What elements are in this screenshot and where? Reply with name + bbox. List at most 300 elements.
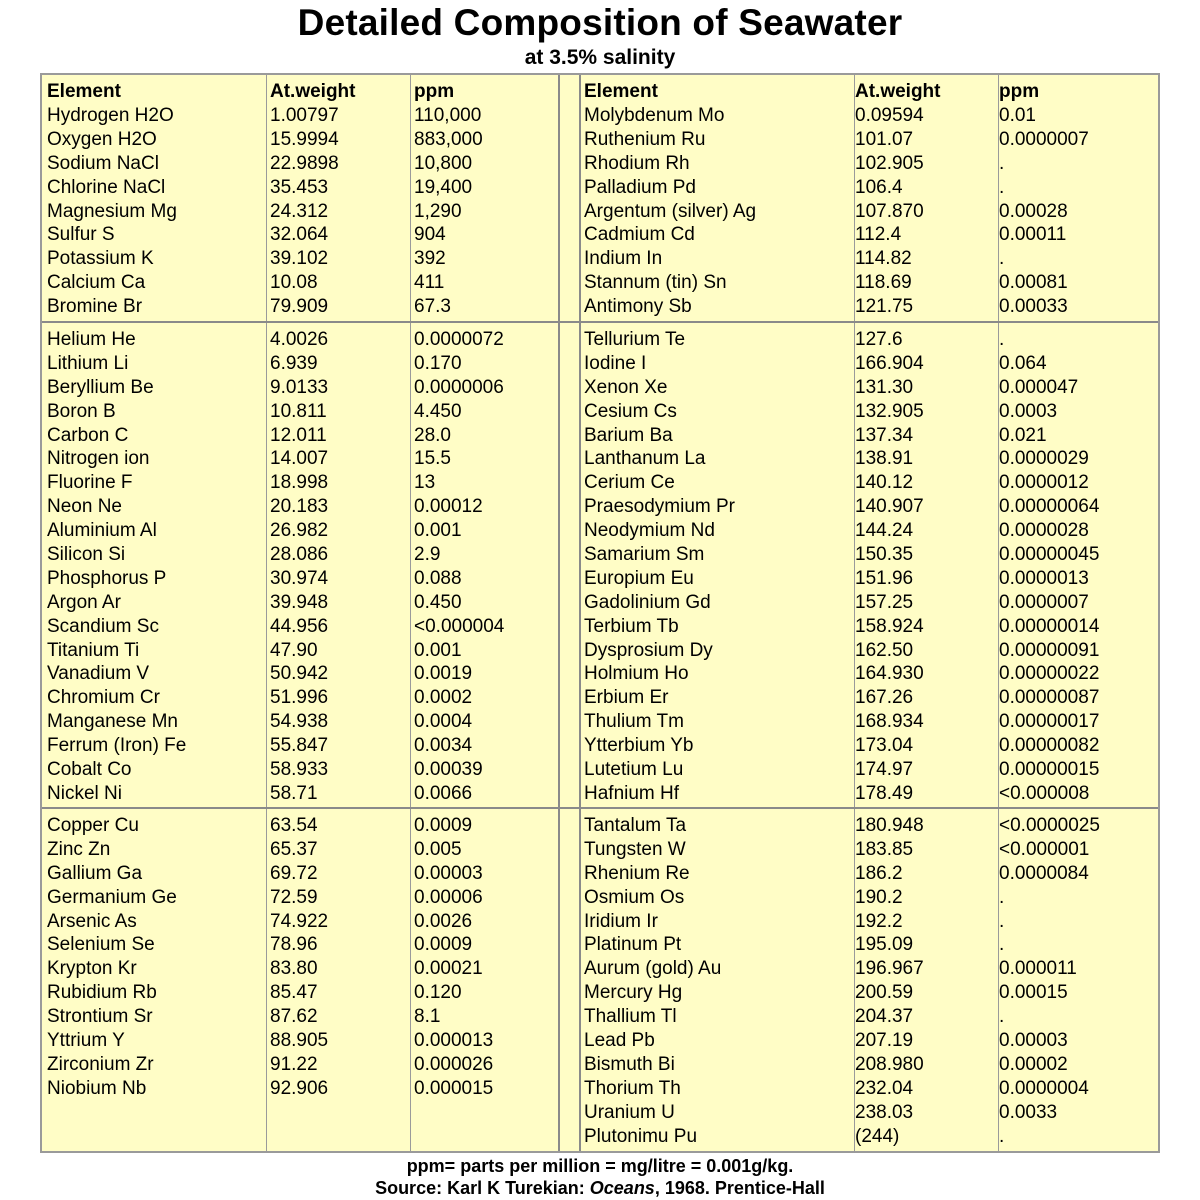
ppm-value: 0.00003	[414, 862, 483, 884]
atomic-weight: 10.811	[270, 400, 327, 422]
ppm-value: 411	[414, 272, 445, 294]
ppm-value: 0.0000007	[999, 128, 1089, 150]
atomic-weight: 162.50	[855, 639, 914, 661]
element-name: Bismuth Bi	[584, 1053, 675, 1075]
atomic-weight: 78.96	[270, 934, 318, 956]
atomic-weight: 92.906	[270, 1077, 329, 1099]
composition-table	[40, 73, 1160, 1153]
ppm-value: 904	[414, 224, 446, 246]
atomic-weight: 54.938	[270, 711, 329, 733]
element-name: Uranium U	[584, 1101, 675, 1123]
table-row	[42, 352, 579, 376]
atomic-weight: 174.97	[855, 759, 914, 781]
ppm-value: 0.0002	[414, 687, 473, 709]
ppm-value: 0.000013	[414, 1030, 494, 1052]
element-name: Lanthanum La	[584, 448, 706, 470]
atomic-weight: 9.0133	[270, 376, 329, 398]
header-element: Element	[47, 81, 121, 102]
element-name: Thorium Th	[584, 1077, 681, 1099]
table-row	[579, 862, 1160, 886]
ppm-value: 0.0000028	[999, 520, 1089, 542]
table-row	[42, 910, 579, 934]
table-row	[42, 271, 579, 295]
table-row	[579, 1029, 1160, 1053]
table-row	[579, 933, 1160, 957]
ppm-value: 0.0009	[414, 934, 473, 956]
atomic-weight: 157.25	[855, 591, 914, 613]
ppm-value: 2.9	[414, 544, 441, 566]
ppm-value: 0.0000084	[999, 862, 1089, 884]
table-row	[579, 200, 1160, 224]
atomic-weight: 22.9898	[270, 152, 339, 174]
table-row	[579, 639, 1160, 663]
element-name: Cerium Ce	[584, 472, 675, 494]
table-row	[42, 981, 579, 1005]
element-name: Erbium Er	[584, 687, 669, 709]
ppm-value: 0.021	[999, 424, 1047, 446]
group-divider	[42, 321, 1158, 323]
element-name: Holmium Ho	[584, 663, 689, 685]
element-name: Neon Ne	[47, 496, 122, 518]
table-row	[579, 838, 1160, 862]
table-row	[579, 981, 1160, 1005]
element-name: Ytterbium Yb	[584, 735, 694, 757]
element-name: Rhenium Re	[584, 862, 690, 884]
atomic-weight: 12.011	[270, 424, 327, 446]
atomic-weight: 55.847	[270, 735, 329, 757]
atomic-weight: 138.91	[855, 448, 914, 470]
table-row	[42, 686, 579, 710]
element-name: Fluorine F	[47, 472, 133, 494]
ppm-value: .	[999, 934, 1005, 956]
source-suffix: , 1968. Prentice-Hall	[654, 1178, 825, 1198]
ppm-value: 0.0000012	[999, 472, 1089, 494]
element-name: Tellurium Te	[584, 329, 686, 350]
table-row	[579, 247, 1160, 271]
table-row	[579, 957, 1160, 981]
ppm-value: 0.0004	[414, 711, 473, 733]
table-row	[579, 1077, 1160, 1101]
atomic-weight: 118.69	[855, 272, 912, 294]
element-name: Gadolinium Gd	[584, 591, 711, 613]
atomic-weight: 140.907	[855, 496, 924, 518]
atomic-weight: 26.982	[270, 520, 329, 542]
header-atweight: At.weight	[855, 81, 941, 102]
element-name: Stannum (tin) Sn	[584, 272, 727, 294]
element-group	[579, 328, 1160, 806]
table-row	[579, 447, 1160, 471]
atomic-weight: 91.22	[270, 1053, 318, 1075]
atomic-weight: 232.04	[855, 1077, 914, 1099]
ppm-value: 0.088	[414, 567, 462, 589]
atomic-weight: 127.6	[855, 329, 903, 350]
element-name: Hafnium Hf	[584, 782, 680, 804]
page-subtitle: at 3.5% salinity	[524, 46, 676, 69]
atomic-weight: 195.09	[855, 934, 914, 956]
atomic-weight: 4.0026	[270, 329, 329, 350]
ppm-value: 67.3	[414, 296, 451, 318]
element-name: Platinum Pt	[584, 934, 682, 956]
element-name: Cobalt Co	[47, 759, 132, 781]
atomic-weight: 15.9994	[270, 128, 339, 150]
atomic-weight: 107.870	[855, 200, 924, 222]
ppm-value: 0.0034	[414, 735, 473, 757]
atomic-weight: 35.453	[270, 176, 329, 198]
table-row	[579, 519, 1160, 543]
header-element: Element	[584, 81, 658, 102]
element-group	[579, 104, 1160, 319]
table-row	[42, 758, 579, 782]
table-row	[42, 710, 579, 734]
table-row	[42, 400, 579, 424]
element-name: Lutetium Lu	[584, 759, 684, 781]
element-name: Chromium Cr	[47, 687, 160, 709]
element-name: Argentum (silver) Ag	[584, 200, 757, 222]
element-name: Carbon C	[47, 424, 129, 446]
table-row	[579, 152, 1160, 176]
atomic-weight: 121.75	[855, 296, 914, 318]
table-row	[579, 758, 1160, 782]
element-name: Silicon Si	[47, 544, 126, 566]
table-row	[42, 543, 579, 567]
ppm-value: 4.450	[414, 400, 462, 422]
table-row	[42, 104, 579, 128]
atomic-weight: 208.980	[855, 1053, 924, 1075]
table-row	[42, 615, 579, 639]
ppm-value: <0.0000025	[999, 815, 1100, 836]
ppm-value: <0.000008	[999, 782, 1090, 804]
header-atweight: At.weight	[270, 81, 356, 102]
ppm-value: 0.000011	[999, 958, 1077, 980]
table-row	[42, 838, 579, 862]
element-name: Molybdenum Mo	[584, 105, 725, 126]
atomic-weight: 51.996	[270, 687, 329, 709]
ppm-value: 0.01	[999, 105, 1036, 126]
table-row	[579, 567, 1160, 591]
element-name: Strontium Sr	[47, 1006, 153, 1028]
ppm-value: .	[999, 248, 1005, 270]
element-name: Yttrium Y	[47, 1030, 125, 1052]
atomic-weight: 204.37	[855, 1006, 914, 1028]
ppm-value: 0.00081	[999, 272, 1068, 294]
element-name: Zinc Zn	[47, 838, 111, 860]
element-name: Terbium Tb	[584, 615, 679, 637]
ppm-value: 0.00000022	[999, 663, 1100, 685]
element-name: Neodymium Nd	[584, 520, 715, 542]
ppm-value: 0.000026	[414, 1053, 494, 1075]
atomic-weight: 58.933	[270, 759, 329, 781]
atomic-weight: 72.59	[270, 886, 318, 908]
atomic-weight: 131.30	[855, 376, 914, 398]
atomic-weight: 140.12	[855, 472, 914, 494]
element-name: Thulium Tm	[584, 711, 684, 733]
atomic-weight: 83.80	[270, 958, 318, 980]
page-title: Detailed Composition of Seawater	[297, 2, 903, 43]
table-row	[42, 328, 579, 352]
element-name: Vanadium V	[47, 663, 150, 685]
element-name: Tungsten W	[584, 838, 686, 860]
ppm-value: 0.00015	[999, 982, 1068, 1004]
ppm-value: 1,290	[414, 200, 462, 222]
table-row	[579, 591, 1160, 615]
table-row	[579, 1005, 1160, 1029]
ppm-value: .	[999, 329, 1005, 350]
element-name: Titanium Ti	[47, 639, 140, 661]
atomic-weight: 6.939	[270, 352, 318, 374]
table-row	[579, 400, 1160, 424]
table-row	[579, 814, 1160, 838]
table-row	[42, 933, 579, 957]
ppm-value: 0.0000004	[999, 1077, 1089, 1099]
atomic-weight: 200.59	[855, 982, 914, 1004]
table-row	[579, 782, 1160, 806]
ppm-value: 392	[414, 248, 446, 270]
atomic-weight: 88.905	[270, 1030, 329, 1052]
element-name: Barium Ba	[584, 424, 673, 446]
atomic-weight: 168.934	[855, 711, 924, 733]
table-row	[579, 662, 1160, 686]
ppm-value: 0.0000006	[414, 376, 504, 398]
table-row	[42, 295, 579, 319]
ppm-value: 0.00000015	[999, 759, 1100, 781]
ppm-value: .	[999, 886, 1005, 908]
ppm-value: 8.1	[414, 1006, 441, 1028]
table-row	[579, 295, 1160, 319]
ppm-value: 0.00011	[999, 224, 1067, 246]
ppm-value: .	[999, 1125, 1005, 1147]
ppm-value: 0.000047	[999, 376, 1079, 398]
atomic-weight: 14.007	[270, 448, 329, 470]
element-name: Nickel Ni	[47, 782, 122, 804]
element-name: Arsenic As	[47, 910, 137, 932]
ppm-value: 0.064	[999, 352, 1047, 374]
ppm-value: <0.000004	[414, 615, 505, 637]
ppm-value: 0.00033	[999, 296, 1068, 318]
table-row	[42, 200, 579, 224]
ppm-value: .	[999, 910, 1005, 932]
table-row	[42, 247, 579, 271]
atomic-weight: 30.974	[270, 567, 329, 589]
element-name: Lithium Li	[47, 352, 129, 374]
element-name: Praesodymium Pr	[584, 496, 735, 518]
ppm-value: 0.00006	[414, 886, 483, 908]
element-name: Cadmium Cd	[584, 224, 695, 246]
atomic-weight: 106.4	[855, 176, 903, 198]
ppm-value: 19,400	[414, 176, 473, 198]
table-row	[579, 176, 1160, 200]
element-name: Manganese Mn	[47, 711, 178, 733]
element-name: Boron B	[47, 400, 116, 422]
atomic-weight: 238.03	[855, 1101, 914, 1123]
table-row	[579, 128, 1160, 152]
ppm-value: 0.00000064	[999, 496, 1100, 518]
ppm-value: 0.0000013	[999, 567, 1089, 589]
ppm-value: 0.00000017	[999, 711, 1100, 733]
atomic-weight: 178.49	[855, 782, 914, 804]
element-name: Antimony Sb	[584, 296, 692, 318]
element-name: Potassium K	[47, 248, 154, 270]
table-row	[579, 1053, 1160, 1077]
atomic-weight: 102.905	[855, 152, 924, 174]
ppm-value: 10,800	[414, 152, 473, 174]
table-row	[42, 1077, 579, 1101]
ppm-value: 0.0000072	[414, 329, 504, 350]
ppm-value: 0.00000087	[999, 687, 1100, 709]
element-name: Indium In	[584, 248, 663, 270]
table-row	[579, 1101, 1160, 1125]
atomic-weight: 166.904	[855, 352, 924, 374]
header-ppm: ppm	[999, 81, 1040, 102]
element-name: Iodine I	[584, 352, 647, 374]
ppm-value: 0.001	[414, 639, 462, 661]
table-row	[579, 615, 1160, 639]
element-name: Aurum (gold) Au	[584, 958, 722, 980]
atomic-weight: 87.62	[270, 1006, 318, 1028]
ppm-definition: ppm= parts per million = mg/litre = 0.001g/kg.	[406, 1156, 794, 1176]
element-name: Aluminium Al	[47, 520, 157, 542]
element-name: Europium Eu	[584, 567, 694, 589]
element-name: Xenon Xe	[584, 376, 668, 398]
table-row	[42, 447, 579, 471]
ppm-value: 0.000015	[414, 1077, 494, 1099]
source-title: Oceans	[589, 1178, 655, 1198]
table-row	[42, 782, 579, 806]
ppm-value: 0.00012	[414, 496, 483, 518]
element-group	[42, 814, 579, 1101]
table-row	[579, 710, 1160, 734]
atomic-weight: 58.71	[270, 782, 318, 804]
table-row	[42, 376, 579, 400]
table-row	[42, 223, 579, 247]
element-name: Argon Ar	[47, 591, 121, 613]
atomic-weight: 114.82	[855, 248, 912, 270]
element-group	[579, 814, 1160, 1148]
atomic-weight: 192.2	[855, 910, 903, 932]
source-citation	[0, 1177, 1200, 1199]
ppm-value: 15.5	[414, 448, 451, 470]
atomic-weight: 144.24	[855, 520, 914, 542]
element-name: Magnesium Mg	[47, 200, 177, 222]
element-name: Osmium Os	[584, 886, 685, 908]
ppm-value: .	[999, 176, 1005, 198]
atomic-weight: 24.312	[270, 200, 329, 222]
element-name: Hydrogen H2O	[47, 105, 174, 126]
ppm-value: 0.00000091	[999, 639, 1100, 661]
atomic-weight: 164.930	[855, 663, 924, 685]
element-name: Ferrum (Iron) Fe	[47, 735, 187, 757]
table-row	[42, 862, 579, 886]
table-row	[42, 639, 579, 663]
table-row	[579, 686, 1160, 710]
table-row	[42, 734, 579, 758]
atomic-weight: 132.905	[855, 400, 924, 422]
table-row	[579, 352, 1160, 376]
ppm-value: 0.0019	[414, 663, 473, 685]
ppm-value: 0.0026	[414, 910, 473, 932]
table-row	[42, 424, 579, 448]
table-row	[579, 543, 1160, 567]
element-name: Cesium Cs	[584, 400, 677, 422]
element-group	[42, 104, 579, 319]
atomic-weight: 63.54	[270, 815, 318, 836]
atomic-weight: 158.924	[855, 615, 924, 637]
atomic-weight: 207.19	[855, 1030, 914, 1052]
atomic-weight: 74.922	[270, 910, 329, 932]
element-name: Samarium Sm	[584, 544, 705, 566]
ppm-value: 0.005	[414, 838, 462, 860]
table-row	[42, 152, 579, 176]
ppm-value: 110,000	[414, 105, 482, 126]
table-row	[42, 1029, 579, 1053]
atomic-weight: 186.2	[855, 862, 903, 884]
ppm-value: 0.00021	[414, 958, 483, 980]
ppm-value: 0.00000045	[999, 544, 1100, 566]
atomic-weight: 180.948	[855, 815, 924, 836]
table-row	[42, 567, 579, 591]
table-row	[579, 886, 1160, 910]
element-name: Scandium Sc	[47, 615, 159, 637]
atomic-weight: 79.909	[270, 296, 329, 318]
element-name: Calcium Ca	[47, 272, 146, 294]
atomic-weight: 28.086	[270, 544, 329, 566]
element-name: Niobium Nb	[47, 1077, 147, 1099]
ppm-value: 0.0066	[414, 782, 473, 804]
ppm-value: 0.0009	[414, 815, 473, 836]
table-row	[579, 910, 1160, 934]
table-row	[579, 734, 1160, 758]
element-name: Plutonimu Pu	[584, 1125, 698, 1147]
ppm-value: 13	[414, 472, 436, 494]
atomic-weight: 50.942	[270, 663, 329, 685]
atomic-weight: 167.26	[855, 687, 914, 709]
ppm-value: 0.001	[414, 520, 462, 542]
atomic-weight: 39.102	[270, 248, 329, 270]
table-row	[42, 886, 579, 910]
ppm-value: 0.00002	[999, 1053, 1068, 1075]
atomic-weight: 18.998	[270, 472, 329, 494]
table-row	[579, 424, 1160, 448]
element-group	[42, 328, 579, 806]
ppm-value: 0.00003	[999, 1030, 1068, 1052]
atomic-weight: 69.72	[270, 862, 318, 884]
element-name: Selenium Se	[47, 934, 155, 956]
header-ppm: ppm	[414, 81, 455, 102]
ppm-value: 0.120	[414, 982, 462, 1004]
table-row	[579, 495, 1160, 519]
atomic-weight: 137.34	[855, 424, 914, 446]
element-name: Phosphorus P	[47, 567, 167, 589]
ppm-value: 0.00039	[414, 759, 483, 781]
table-row	[42, 1053, 579, 1077]
table-row	[42, 176, 579, 200]
element-name: Copper Cu	[47, 815, 139, 836]
table-row	[42, 495, 579, 519]
element-name: Sodium NaCl	[47, 152, 159, 174]
table-row	[42, 591, 579, 615]
atomic-weight: 173.04	[855, 735, 914, 757]
element-name: Rhodium Rh	[584, 152, 690, 174]
atomic-weight: 112.4	[855, 224, 902, 246]
atomic-weight: 10.08	[270, 272, 318, 294]
ppm-value: 0.00000014	[999, 615, 1100, 637]
atomic-weight: 190.2	[855, 886, 903, 908]
table-row	[42, 471, 579, 495]
atomic-weight: 1.00797	[270, 105, 339, 126]
ppm-value: 883,000	[414, 128, 483, 150]
element-name: Helium He	[47, 329, 136, 350]
atomic-weight: 150.35	[855, 544, 914, 566]
table-row	[42, 814, 579, 838]
